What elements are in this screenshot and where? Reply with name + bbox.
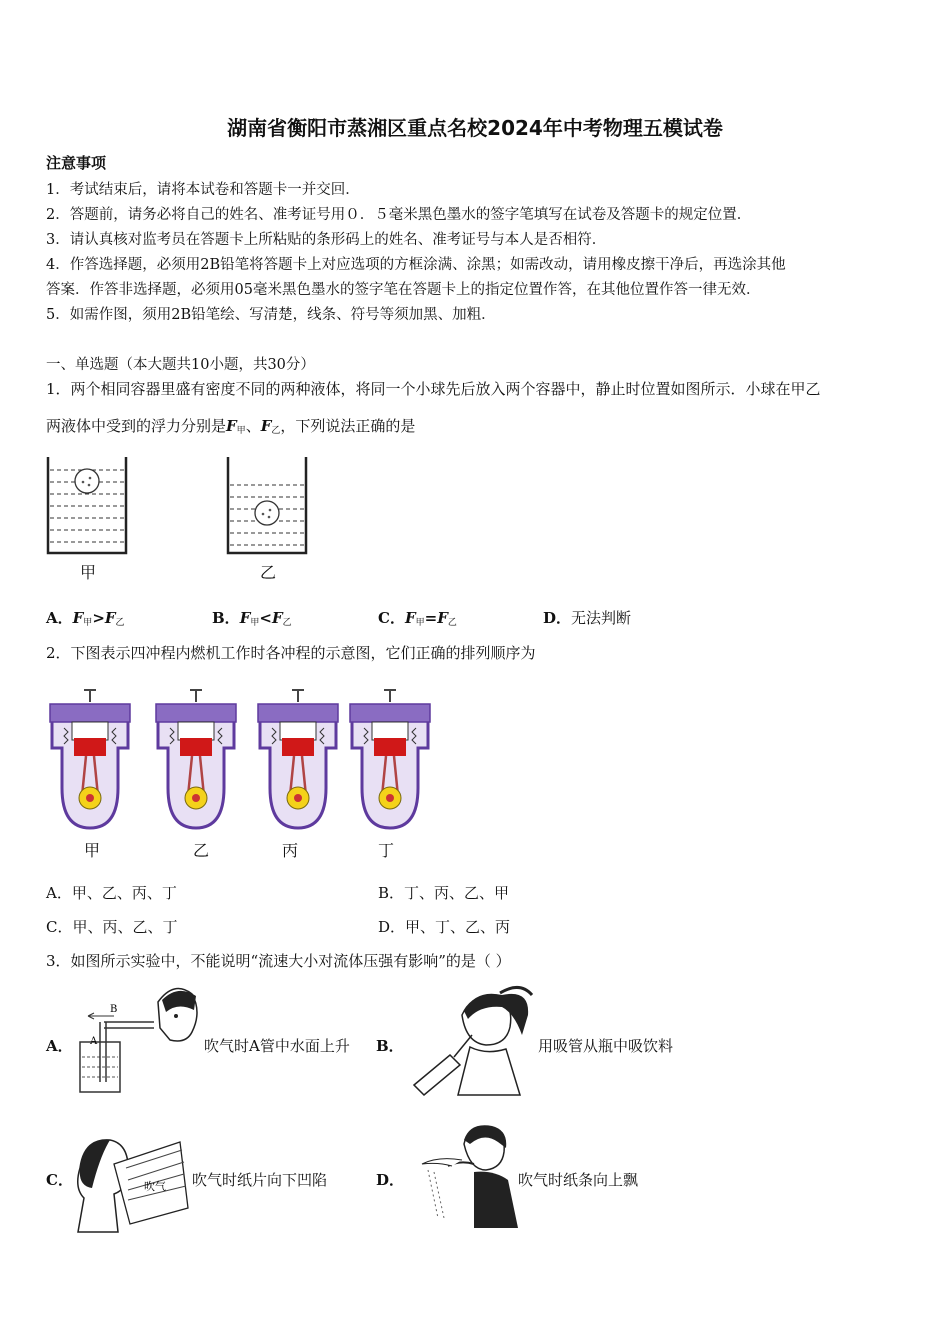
paper-label: 吹气 xyxy=(144,1180,166,1193)
q1-stem-pre: 两液体中受到的浮力分别是 xyxy=(46,417,227,435)
q1-sub-yi: 乙 xyxy=(282,618,292,628)
option-letter: B． xyxy=(212,609,240,627)
q1-sub-jia: 甲 xyxy=(415,618,425,628)
q3-option-d-label[interactable]: D． xyxy=(376,1171,405,1189)
q3-option-c-label[interactable]: C． xyxy=(46,1171,73,1189)
q1-f-symbol: F xyxy=(260,417,272,435)
blow-tube-figure xyxy=(74,982,204,1097)
q1-option-d[interactable] xyxy=(543,607,631,628)
q1-sub-yi: 乙 xyxy=(447,618,457,628)
q2-option-c[interactable]: C．甲、丙、乙、丁 xyxy=(46,918,178,936)
q1-stem-post: ，下列说法正确的是 xyxy=(280,417,416,435)
q1-stem-line1: 1．两个相同容器里盛有密度不同的两种液体，将同一个小球先后放入两个容器中，静止时位置如图所示．小球在甲乙 xyxy=(46,380,821,398)
q1-f-symbol: F xyxy=(271,609,283,627)
engine-strokes-figure xyxy=(46,688,446,833)
q1-f-symbol: F xyxy=(404,609,416,627)
q1-option-c[interactable] xyxy=(378,607,457,628)
q3-option-b-label[interactable]: B． xyxy=(376,1037,404,1055)
q1-label-jia: 甲 xyxy=(80,563,97,582)
drink-straw-figure xyxy=(410,985,540,1100)
q3-option-a-label[interactable]: A． xyxy=(46,1037,73,1055)
q3-option-a-text: 吹气时A管中水面上升 xyxy=(204,1037,350,1055)
page-title: 湖南省衡阳市蒸湘区重点名校2024年中考物理五模试卷 xyxy=(227,116,723,140)
section-heading: 一、单选题（本大题共10小题，共30分） xyxy=(46,357,315,373)
engine-stroke-bing xyxy=(258,690,338,828)
engine-stroke-jia xyxy=(50,690,130,828)
q2-label-bing: 丙 xyxy=(282,841,299,860)
q1-label-yi: 乙 xyxy=(260,563,277,582)
option-letter: C． xyxy=(378,609,405,627)
label-b: B xyxy=(110,1004,118,1015)
q1-sub-yi: 乙 xyxy=(271,426,281,436)
q3-option-b-text: 用吸管从瓶中吸饮料 xyxy=(538,1037,674,1055)
relation-symbol: < xyxy=(259,609,272,627)
engine-stroke-ding xyxy=(350,690,430,828)
q2-label-ding: 丁 xyxy=(378,841,395,860)
q1-sub-jia: 甲 xyxy=(250,618,260,628)
q2-label-yi: 乙 xyxy=(193,841,210,860)
paper-blow-figure xyxy=(70,1128,195,1238)
q2-stem: 2．下图表示四冲程内燃机工作时各冲程的示意图，它们正确的排列顺序为 xyxy=(46,644,536,662)
option-letter: A． xyxy=(46,609,73,627)
q1-option-a[interactable] xyxy=(46,607,125,628)
q1-f-symbol: F xyxy=(226,417,237,435)
engine-stroke-yi xyxy=(156,690,236,828)
q3-option-d-text: 吹气时纸条向上飘 xyxy=(518,1171,639,1189)
q1-f-symbol: F xyxy=(239,609,251,627)
notice-heading: 注意事项 xyxy=(46,154,107,172)
q1-stem-line2 xyxy=(46,415,415,436)
relation-symbol: > xyxy=(92,609,105,627)
q2-label-jia: 甲 xyxy=(84,841,101,860)
notice-item-2: 2．答题前，请务必将自己的姓名、准考证号用０．５毫米黑色墨水的签字笔填写在试卷及答题卡的规定位置． xyxy=(46,207,752,223)
notice-item-4-cont: 答案．作答非选择题，必须用05毫米黑色墨水的签字笔在答题卡上的指定位置作答，在其他位置作答一律无效． xyxy=(46,282,761,298)
container-jia-figure xyxy=(40,455,140,555)
q2-option-d[interactable]: D．甲、丁、乙、丙 xyxy=(378,918,511,936)
notice-item-1: 1．考试结束后，请将本试卷和答题卡一并交回． xyxy=(46,182,360,198)
label-a: A xyxy=(90,1036,98,1047)
q1-sub-jia: 甲 xyxy=(236,426,246,436)
option-text: 无法判断 xyxy=(571,609,632,627)
notice-item-3: 3．请认真核对监考员在答题卡上所粘贴的条形码上的姓名、准考证号与本人是否相符． xyxy=(46,232,607,248)
container-yi-figure xyxy=(220,455,320,555)
q1-f-symbol: F xyxy=(104,609,116,627)
q1-f-symbol: F xyxy=(72,609,84,627)
q1-sub-jia: 甲 xyxy=(83,618,93,628)
notice-item-5: 5．如需作图，须用2B铅笔绘、写清楚，线条、符号等须加黑、加粗． xyxy=(46,307,496,323)
q1-sep: 、 xyxy=(245,417,261,435)
q1-option-b[interactable] xyxy=(212,607,292,628)
q1-f-symbol: F xyxy=(437,609,448,627)
paper-strip-figure xyxy=(408,1120,523,1235)
option-letter: D． xyxy=(543,609,572,627)
q2-option-b[interactable]: B．丁、丙、乙、甲 xyxy=(378,884,510,902)
relation-symbol: = xyxy=(424,609,438,627)
q2-option-a[interactable]: A．甲、乙、丙、丁 xyxy=(46,884,177,902)
q3-option-c-text: 吹气时纸片向下凹陷 xyxy=(192,1171,328,1189)
q3-stem: 3．如图所示实验中，不能说明“流速大小对流体压强有影响”的是（ ） xyxy=(46,952,511,970)
q1-sub-yi: 乙 xyxy=(115,618,125,628)
notice-item-4: 4．作答选择题，必须用2B铅笔将答题卡上对应选项的方框涂满、涂黑；如需改动，请用橡皮擦干净后，再选涂其他 xyxy=(46,257,786,273)
